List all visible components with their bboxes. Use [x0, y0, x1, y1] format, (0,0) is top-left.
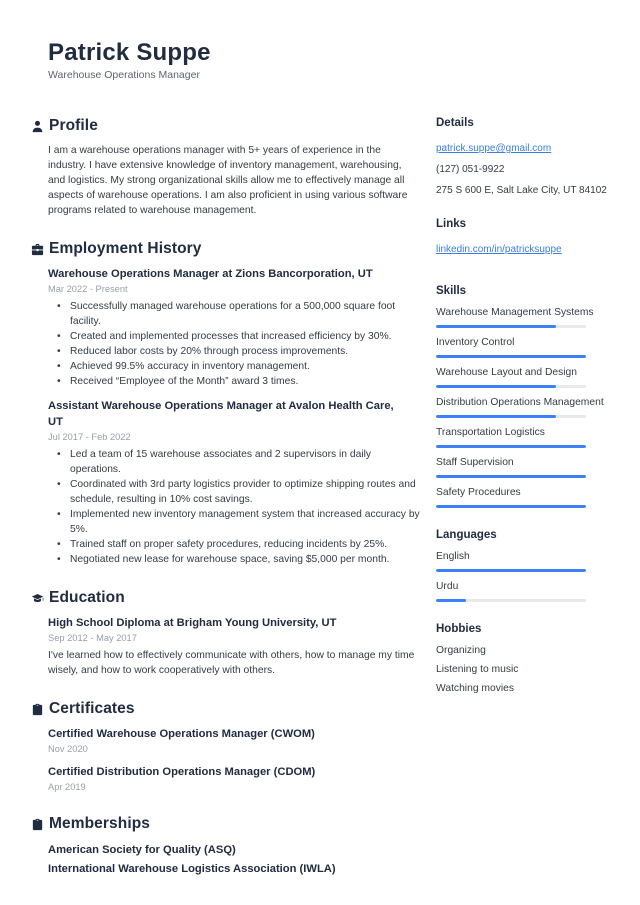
- sidebar: [436, 117, 608, 901]
- job-bullets: [68, 447, 420, 567]
- skill-bar-track: [436, 505, 586, 508]
- certificate-title: Certified Distribution Operations Manager (CDOM): [48, 766, 316, 778]
- certificate-icon: [30, 702, 44, 716]
- sidebar-section-hobbies: [436, 623, 608, 695]
- skill-item: [436, 456, 608, 478]
- skill-bar-track: [436, 325, 586, 328]
- bullet-item: • Created and implemented processes that increased efficiency by 30%.: [68, 329, 420, 344]
- membership-badge-icon: [30, 817, 44, 831]
- graduation-cap-icon: [30, 591, 44, 605]
- education-entry: [48, 615, 420, 678]
- skill-item: [436, 486, 608, 508]
- language-label: Urdu: [436, 581, 459, 592]
- membership-item: International Warehouse Logistics Association (IWLA): [48, 863, 336, 875]
- education-dates: Sep 2012 - May 2017: [48, 633, 137, 643]
- skill-label: Inventory Control: [436, 337, 515, 348]
- education-heading-row: [30, 589, 420, 607]
- skill-item: [436, 306, 608, 328]
- skill-bar-fill: [436, 385, 556, 388]
- section-education: [30, 589, 420, 678]
- bullet-item: • Negotiated new lease for warehouse space, saving $5,000 per month.: [68, 552, 420, 567]
- skill-bar-track: [436, 445, 586, 448]
- bullet-item: • Coordinated with 3rd party logistics provider to optimize shipping routes and schedule, resulting in 10% cost savings.: [68, 477, 420, 507]
- skill-bar-fill: [436, 505, 586, 508]
- language-bar-track: [436, 599, 586, 602]
- profile-text: I am a warehouse operations manager with 5+ years of experience in the industry. I have extensive knowledge of inventory management, warehousing, and logistics. My strong organizational skills allow me to effectively manage all aspects of warehouse operations. I am also proficient in using various software programs related to warehouse management.: [48, 145, 408, 216]
- job-entry: [48, 266, 420, 389]
- memberships-body: [48, 841, 420, 879]
- briefcase-icon: [30, 242, 44, 256]
- phone-number: (127) 051-9922: [436, 164, 505, 175]
- skill-bar-fill: [436, 355, 586, 358]
- employment-title: Employment History: [49, 240, 202, 257]
- skill-label: Transportation Logistics: [436, 427, 545, 438]
- education-entry-title: High School Diploma at Brigham Young University, UT: [48, 617, 337, 629]
- profile-body: [48, 143, 420, 218]
- certificates-heading-row: [30, 700, 420, 718]
- skill-bar-track: [436, 475, 586, 478]
- skill-bar-track: [436, 415, 586, 418]
- section-profile: [30, 117, 420, 218]
- email-link[interactable]: patrick.suppe@gmail.com: [436, 143, 552, 154]
- language-item: [436, 580, 608, 602]
- employment-heading-row: [30, 240, 420, 258]
- skill-item: [436, 426, 608, 448]
- certificate-dates: Apr 2019: [48, 782, 86, 792]
- language-item: [436, 550, 608, 572]
- skill-bar-fill: [436, 475, 586, 478]
- section-employment-history: [30, 240, 420, 567]
- person-job-title: Warehouse Operations Manager: [48, 69, 200, 81]
- sidebar-section-details: [436, 117, 608, 197]
- header: [48, 40, 624, 81]
- memberships-heading-row: [30, 815, 420, 833]
- person-name: Patrick Suppe: [48, 39, 211, 66]
- bullet-item: • Successfully managed warehouse operations for a 500,000 square foot facility.: [68, 299, 420, 329]
- skill-label: Warehouse Layout and Design: [436, 367, 578, 378]
- job-entry: [48, 398, 420, 567]
- details-title: Details: [436, 117, 474, 129]
- bullet-item: • Implemented new inventory management system that increased accuracy by 5%.: [68, 507, 420, 537]
- sidebar-section-links: [436, 218, 608, 264]
- address: 275 S 600 E, Salt Lake City, UT 84102: [436, 185, 607, 196]
- skill-label: Distribution Operations Management: [436, 397, 604, 408]
- job-dates: Jul 2017 - Feb 2022: [48, 432, 131, 442]
- sidebar-section-languages: [436, 529, 608, 602]
- certificate-dates: Nov 2020: [48, 744, 88, 754]
- certificate-entry: [48, 764, 420, 793]
- links-title: Links: [436, 218, 467, 230]
- linkedin-link[interactable]: linkedin.com/in/patricksuppe: [436, 244, 562, 255]
- education-body: [48, 615, 420, 678]
- skill-label: Warehouse Management Systems: [436, 307, 594, 318]
- skill-label: Safety Procedures: [436, 487, 521, 498]
- skill-item: [436, 336, 608, 358]
- section-certificates: [30, 700, 420, 793]
- employment-body: [48, 266, 420, 567]
- skill-bar-track: [436, 385, 586, 388]
- skill-item: [436, 366, 608, 388]
- bullet-item: • Reduced labor costs by 20% through process improvements.: [68, 344, 420, 359]
- main-column: [30, 117, 420, 901]
- columns: [30, 117, 624, 901]
- skill-bar-fill: [436, 325, 556, 328]
- education-text: I've learned how to effectively communicate with others, how to manage my time wisely, and how to work cooperatively with others.: [48, 650, 415, 676]
- bullet-item: • Trained staff on proper safety procedures, reducing incidents by 25%.: [68, 537, 420, 552]
- certificate-title: Certified Warehouse Operations Manager (CWOM): [48, 728, 315, 740]
- hobby-item: Watching movies: [436, 683, 515, 694]
- job-title: Warehouse Operations Manager at Zions Bancorporation, UT: [48, 268, 373, 280]
- bullet-item: • Achieved 99.5% accuracy in inventory management.: [68, 359, 420, 374]
- membership-item: American Society for Quality (ASQ): [48, 844, 236, 856]
- skills-title: Skills: [436, 285, 467, 297]
- education-title: Education: [49, 589, 125, 606]
- language-bar-fill: [436, 569, 586, 572]
- skill-label: Staff Supervision: [436, 457, 514, 468]
- skill-bar-fill: [436, 445, 586, 448]
- language-bar-track: [436, 569, 586, 572]
- skill-bar-track: [436, 355, 586, 358]
- languages-title: Languages: [436, 529, 497, 541]
- bullet-item: • Led a team of 15 warehouse associates and 2 supervisors in daily operations.: [68, 447, 420, 477]
- certificates-title: Certificates: [49, 700, 135, 717]
- hobbies-title: Hobbies: [436, 623, 482, 635]
- job-bullets: [68, 299, 420, 389]
- certificate-entry: [48, 726, 420, 755]
- section-memberships: [30, 815, 420, 879]
- sidebar-section-skills: [436, 285, 608, 508]
- certificates-body: [48, 726, 420, 793]
- language-bar-fill: [436, 599, 466, 602]
- profile-title: Profile: [49, 117, 98, 134]
- memberships-title: Memberships: [49, 815, 151, 832]
- skill-item: [436, 396, 608, 418]
- language-label: English: [436, 551, 470, 562]
- skill-bar-fill: [436, 415, 556, 418]
- hobby-item: Organizing: [436, 645, 486, 656]
- hobby-item: Listening to music: [436, 664, 519, 675]
- profile-heading-row: [30, 117, 420, 135]
- job-title: Assistant Warehouse Operations Manager at Avalon Health Care, UT: [48, 400, 394, 428]
- person-icon: [30, 119, 44, 133]
- job-dates: Mar 2022 - Present: [48, 284, 128, 294]
- bullet-item: • Received “Employee of the Month” award 3 times.: [68, 374, 420, 389]
